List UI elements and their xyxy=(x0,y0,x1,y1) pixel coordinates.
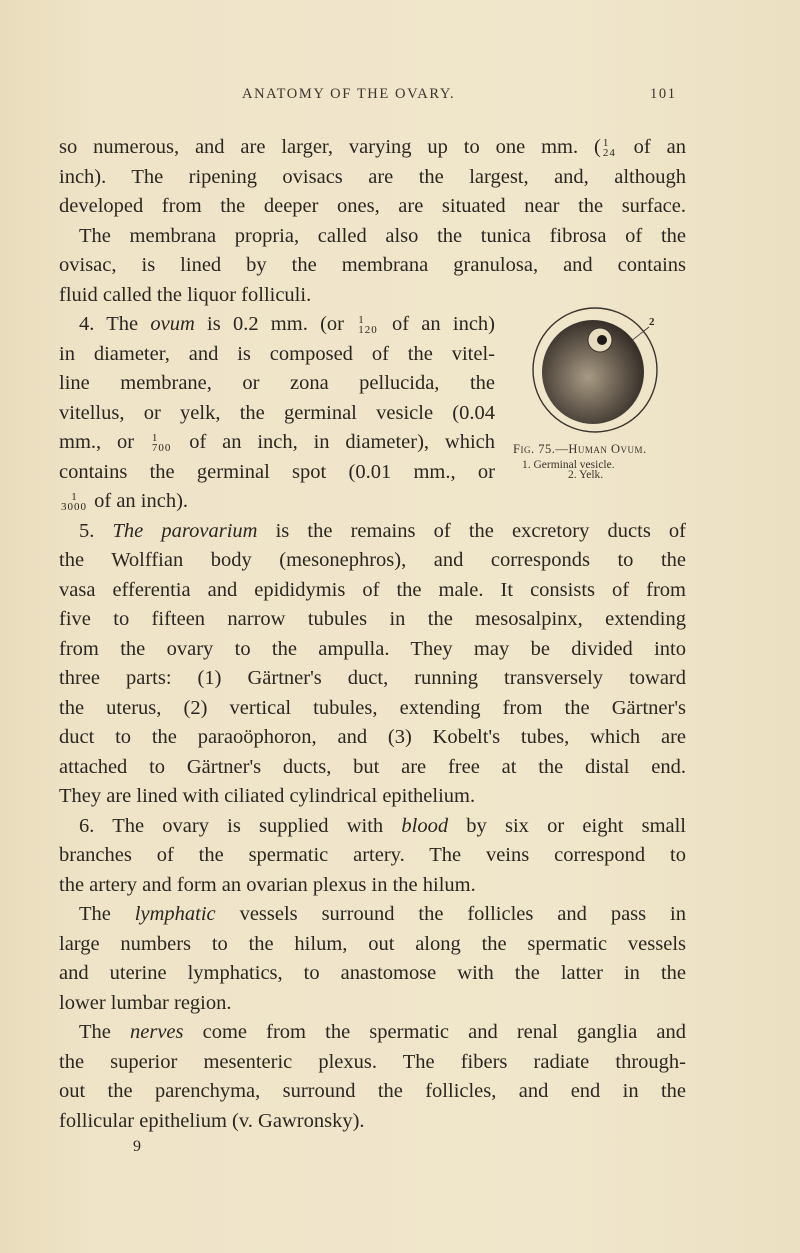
text-line xyxy=(59,722,686,752)
text-run: follicular epithelium (v. Gawronsky). xyxy=(59,1109,365,1132)
text-run: vitellus, or yelk, the germinal vesicle (0.04 xyxy=(59,401,495,424)
text-run: attached to Gärtner's ducts, but are free at the distal end. xyxy=(59,755,686,778)
text-run: the uterus, (2) vertical tubules, extending from the Gärtner's xyxy=(59,696,686,719)
text-run: is 0.2 mm. (or xyxy=(194,313,357,335)
fraction xyxy=(603,138,616,158)
text-run: 4. The xyxy=(79,313,151,335)
text-run: of an inch, in diameter), which xyxy=(173,431,495,453)
italic-term: nerves xyxy=(130,1021,184,1043)
text-run: 5. xyxy=(79,519,113,542)
text-run: by six or eight small xyxy=(448,814,686,837)
text-line xyxy=(59,516,686,546)
text-run: out the parenchyma, surround the follicles, and end in the xyxy=(59,1080,686,1102)
text-line xyxy=(59,191,686,221)
italic-term: The parovarium xyxy=(112,519,258,542)
text-line xyxy=(59,368,495,398)
text-line xyxy=(59,427,495,457)
denominator: 24 xyxy=(602,147,616,160)
text-line xyxy=(59,781,475,811)
text-line xyxy=(59,752,686,782)
fraction xyxy=(358,315,378,335)
numerator: 1 xyxy=(71,491,77,504)
text-run: fluid called the liquor folliculi. xyxy=(59,283,312,306)
text-line xyxy=(59,1047,686,1077)
text-run: of an inch). xyxy=(89,490,189,512)
text-line xyxy=(59,280,311,310)
text-run: line membrane, or zona pellucida, the xyxy=(59,372,495,394)
text-line xyxy=(59,929,686,959)
text-line xyxy=(59,398,495,428)
text-line xyxy=(59,604,686,634)
text-line xyxy=(59,811,686,841)
text-run: of an inch) xyxy=(379,313,495,335)
text-run: The xyxy=(79,1021,130,1043)
text-run: branches of the spermatic artery. The veins correspond to xyxy=(59,844,686,866)
numerator: 1 xyxy=(602,137,609,150)
text-run: ovisac, is lined by the membrana granulosa, and contains xyxy=(59,254,686,276)
text-line xyxy=(59,221,686,251)
figure-label-2: 2 xyxy=(649,316,655,328)
text-run: the artery and form an ovarian plexus in the hilum. xyxy=(59,873,476,896)
page-number: 101 xyxy=(650,86,677,102)
text-run: three parts: (1) Gärtner's duct, running transversely toward xyxy=(59,667,686,689)
text-line xyxy=(59,1017,686,1047)
text-line xyxy=(59,162,686,192)
text-run: inch). The ripening ovisacs are the largest, and, although xyxy=(59,165,686,188)
text-line xyxy=(59,486,188,516)
text-run: the Wolffian body (mesonephros), and corresponds to the xyxy=(59,549,686,571)
italic-term: lymphatic xyxy=(134,903,216,925)
text-line xyxy=(59,545,686,575)
text-line xyxy=(59,339,495,369)
text-run: lower lumbar region. xyxy=(59,991,232,1014)
text-run: so numerous, and are larger, varying up to one mm. ( xyxy=(59,136,601,158)
text-run: They are lined with ciliated cylindrical epithelium. xyxy=(59,785,476,807)
figure-legend-1: 1. Germinal vesicle. xyxy=(522,459,615,471)
numerator: 1 xyxy=(151,432,158,445)
text-line xyxy=(59,309,495,339)
text-run: come from the spermatic and renal ganglia and xyxy=(183,1021,686,1043)
text-run: contains the germinal spot (0.01 mm., or xyxy=(59,460,495,483)
text-run: large numbers to the hilum, out along the spermatic vessels xyxy=(59,932,686,955)
text-line xyxy=(59,899,686,929)
text-line xyxy=(59,958,686,988)
text-run: in diameter, and is composed of the vitel- xyxy=(59,342,495,365)
text-line xyxy=(59,575,686,605)
text-line xyxy=(59,988,232,1018)
text-line xyxy=(59,634,686,664)
numerator: 1 xyxy=(358,314,364,327)
italic-term: blood xyxy=(401,814,449,837)
text-run: developed from the deeper ones, are situated near the surface. xyxy=(59,195,686,217)
text-run: the superior mesenteric plexus. The fibers radiate through- xyxy=(59,1050,686,1073)
text-run: five to fifteen narrow tubules in the mesosalpinx, extending xyxy=(59,608,686,630)
text-run: vasa efferentia and epididymis of the male. It consists of from xyxy=(59,578,686,601)
text-run: and uterine lymphatics, to anastomose with the latter in the xyxy=(59,962,686,984)
signature-mark: 9 xyxy=(133,1138,141,1155)
text-run: vessels surround the follicles and pass in xyxy=(215,903,686,925)
text-line xyxy=(59,250,686,280)
text-run: 6. The ovary is supplied with xyxy=(79,814,402,837)
text-run: The xyxy=(79,903,135,925)
germinal-spot xyxy=(597,335,607,345)
denominator: 120 xyxy=(358,324,378,337)
figure-caption: Fig. 75.—Human Ovum. xyxy=(513,442,647,456)
italic-term: ovum xyxy=(150,313,195,335)
text-line xyxy=(59,663,686,693)
figure-legend-2: 2. Yelk. xyxy=(568,469,604,481)
denominator: 700 xyxy=(151,442,172,455)
text-line xyxy=(59,1106,365,1136)
text-run: from the ovary to the ampulla. They may be divided into xyxy=(59,637,686,660)
fraction xyxy=(152,433,172,453)
text-line xyxy=(59,693,686,723)
human-ovum-figure xyxy=(520,300,670,440)
text-run: is the remains of the excretory ducts of xyxy=(257,519,686,542)
text-run: The membrana propria, called also the tunica fibrosa of the xyxy=(79,224,686,247)
text-line xyxy=(59,870,476,900)
text-line xyxy=(59,1076,686,1106)
text-run: mm., or xyxy=(59,431,150,453)
denominator: 3000 xyxy=(61,501,87,514)
text-run: of an xyxy=(617,136,686,158)
running-head: ANATOMY OF THE OVARY. xyxy=(242,86,456,102)
text-line xyxy=(59,457,495,487)
text-line xyxy=(59,840,686,870)
fraction xyxy=(61,492,87,512)
text-line xyxy=(59,132,686,162)
text-run: duct to the paraoöphoron, and (3) Kobelt's tubes, which are xyxy=(59,726,686,748)
